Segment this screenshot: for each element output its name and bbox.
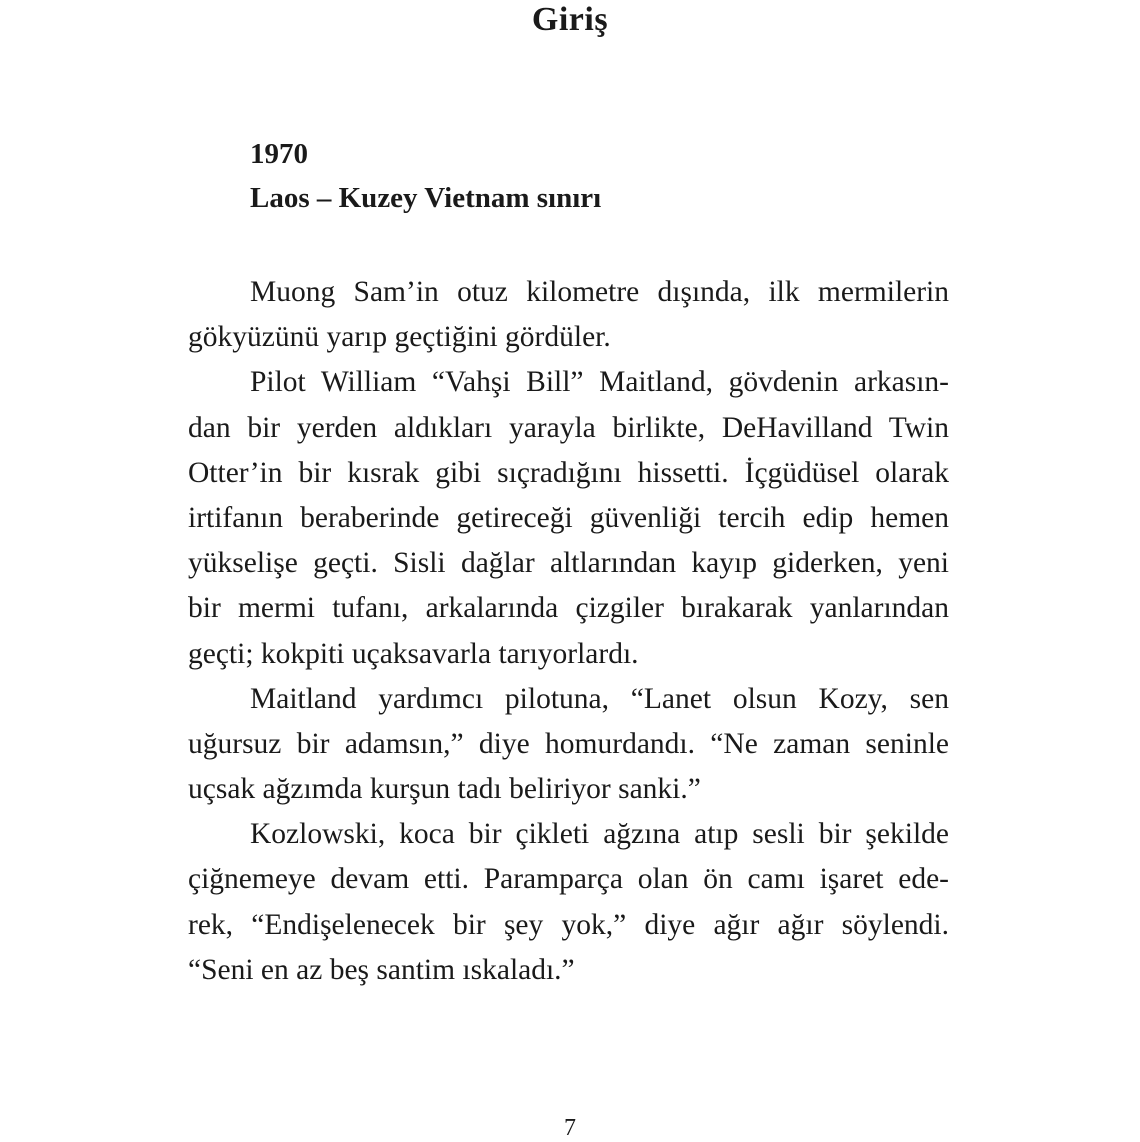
text-line: uçsak ağzımda kurşun tadı beliriyor sanki.” bbox=[188, 773, 701, 806]
text-line: Otter’in bir kısrak gibi sıçradığını hissetti. İçgüdüsel olarak bbox=[188, 456, 949, 489]
text-line: rek, “Endişelenecek bir şey yok,” diye ağır ağır söylendi. bbox=[188, 908, 949, 941]
chapter-title: Giriş bbox=[531, 1, 609, 38]
text-line: Muong Sam’in otuz kilometre dışında, ilk mermilerin bbox=[250, 276, 949, 308]
section-location: Laos – Kuzey Vietnam sınırı bbox=[250, 182, 602, 214]
text-line: bir mermi tufanı, arkalarında çizgiler bırakarak yanlarından bbox=[188, 592, 949, 625]
text-line: “Seni en az beş santim ıskaladı.” bbox=[188, 953, 575, 986]
text-line: Maitland yardımcı pilotuna, “Lanet olsun Kozy, sen bbox=[250, 682, 949, 715]
text-line: gökyüzünü yarıp geçtiğini gördüler. bbox=[188, 321, 611, 354]
text-line: yükselişe geçti. Sisli dağlar altlarından kayıp giderken, yeni bbox=[188, 547, 949, 580]
text-line: dan bir yerden aldıkları yarayla birlikte, DeHavilland Twin bbox=[188, 411, 949, 444]
text-line: Pilot William “Vahşi Bill” Maitland, gövdenin arkasın- bbox=[250, 366, 949, 399]
text-line: uğursuz bir adamsın,” diye homurdandı. “Ne zaman seninle bbox=[188, 727, 949, 760]
body-text bbox=[188, 270, 949, 993]
section-year: 1970 bbox=[250, 138, 308, 170]
page-number: 7 bbox=[564, 1115, 576, 1141]
text-line: irtifanın beraberinde getireceği güvenliği tercih edip hemen bbox=[188, 501, 949, 534]
text-line: Kozlowski, koca bir çikleti ağzına atıp sesli bir şekilde bbox=[250, 818, 949, 851]
text-line: geçti; kokpiti uçaksavarla tarıyorlardı. bbox=[188, 637, 639, 670]
text-line: çiğnemeye devam etti. Paramparça olan ön camı işaret ede- bbox=[188, 863, 949, 896]
